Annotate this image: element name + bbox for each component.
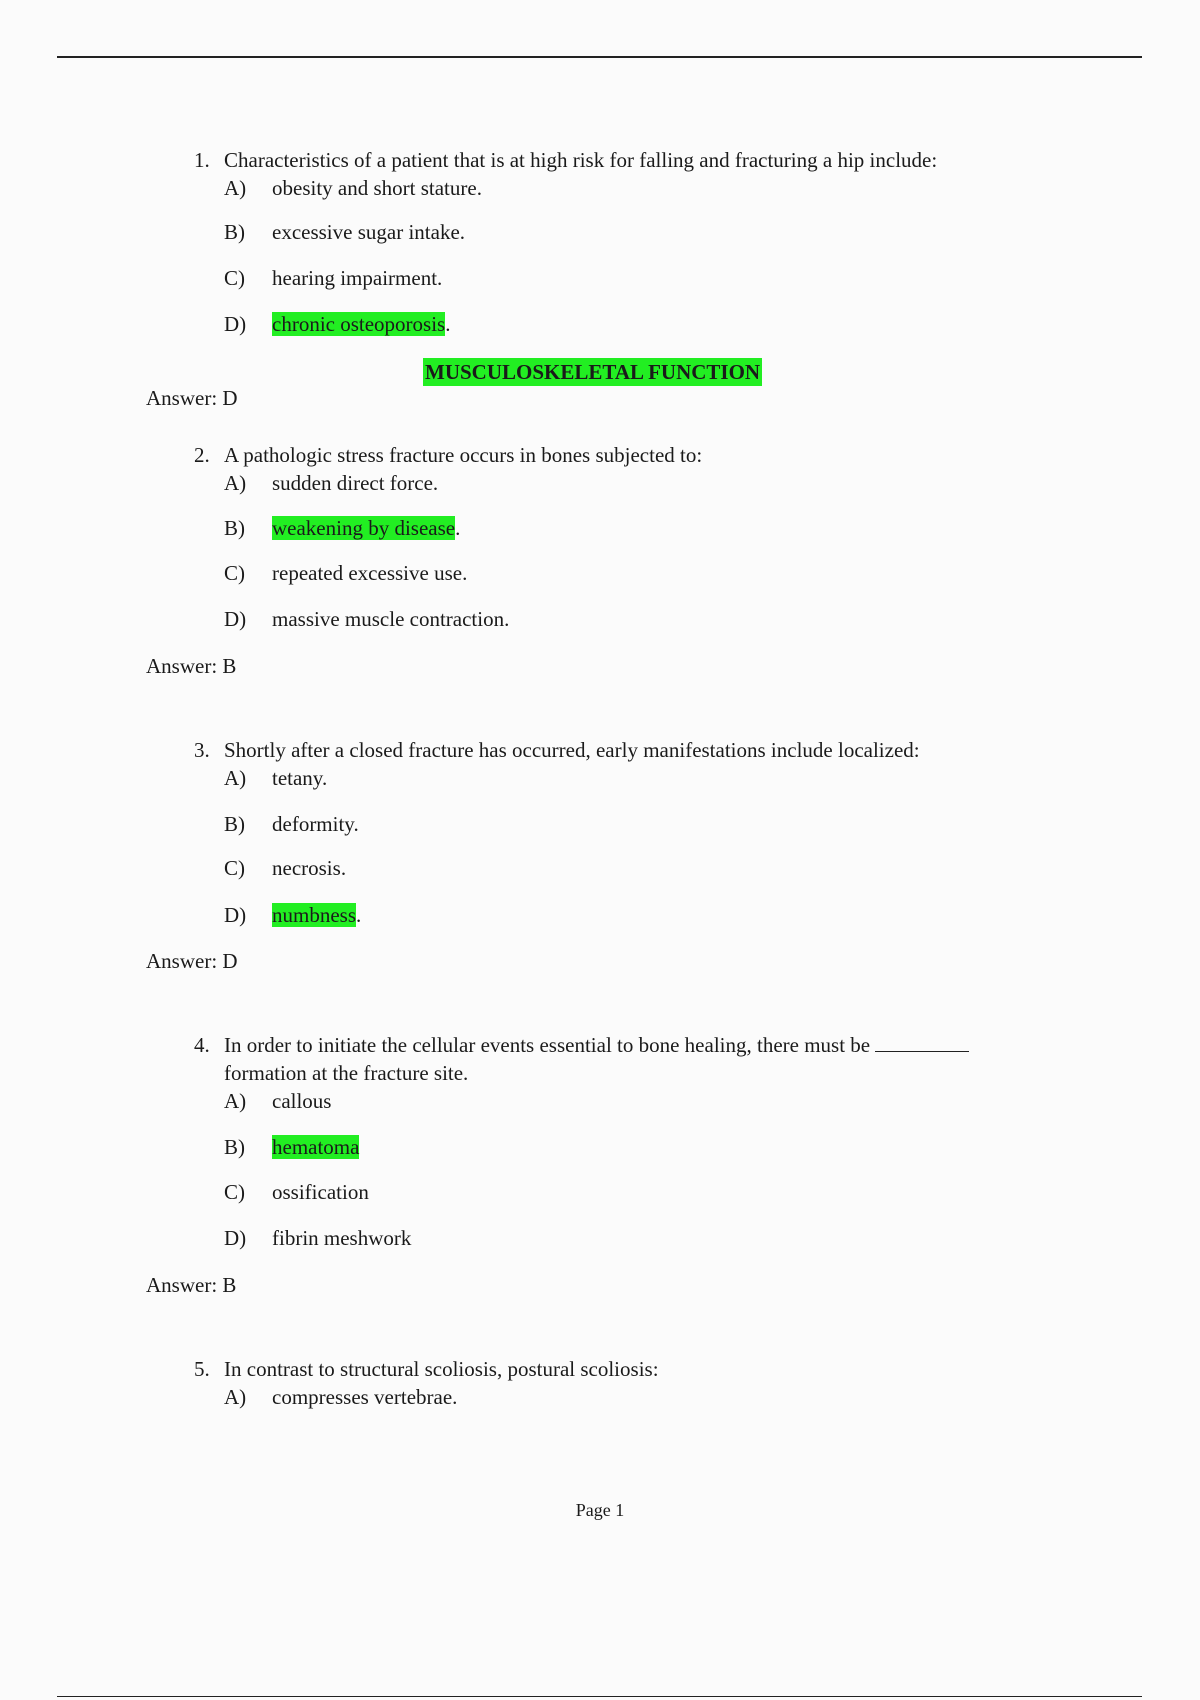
option-letter: C) xyxy=(224,1180,245,1204)
option-letter: B) xyxy=(224,516,245,540)
option-letter: A) xyxy=(224,176,247,200)
section-heading: MUSCULOSKELETAL FUNCTION xyxy=(425,360,761,384)
option-letter: D) xyxy=(224,903,247,927)
answer-1: Answer: D xyxy=(146,386,238,410)
option-letter: A) xyxy=(224,1385,247,1409)
option-text: repeated excessive use. xyxy=(272,561,468,585)
option-text: compresses vertebrae. xyxy=(272,1385,458,1409)
option-text: ossification xyxy=(272,1180,369,1204)
option-letter: A) xyxy=(224,1089,247,1113)
option-text: sudden direct force. xyxy=(272,471,439,495)
option-text: obesity and short stature. xyxy=(272,176,482,200)
option-text: tetany. xyxy=(272,766,328,790)
option-text xyxy=(272,310,450,338)
highlighted-answer: hematoma xyxy=(272,1135,360,1159)
page-number: Page 1 xyxy=(575,1500,625,1520)
question-stem: In order to initiate the cellular events essential to bone healing, there must be xyxy=(224,1033,871,1057)
option-letter: B) xyxy=(224,1135,245,1159)
answer-4: Answer: B xyxy=(146,1273,237,1297)
question-stem: In contrast to structural scoliosis, postural scoliosis: xyxy=(224,1357,659,1381)
highlighted-answer: numbness xyxy=(272,903,356,927)
highlighted-answer: chronic osteoporosis xyxy=(272,312,446,336)
question-stem: Shortly after a closed fracture has occurred, early manifestations include localized: xyxy=(224,738,920,762)
option-text xyxy=(272,1133,359,1161)
option-text xyxy=(272,901,361,929)
question-number: 4. xyxy=(194,1033,210,1057)
option-text xyxy=(272,514,460,542)
bottom-rule xyxy=(57,1696,1142,1697)
top-rule xyxy=(57,56,1142,58)
option-text: necrosis. xyxy=(272,856,347,880)
question-stem: Characteristics of a patient that is at high risk for falling and fracturing a hip include: xyxy=(224,148,938,172)
option-text: excessive sugar intake. xyxy=(272,220,466,244)
option-suffix: . xyxy=(455,516,461,540)
option-text: deformity. xyxy=(272,812,359,836)
option-letter: B) xyxy=(224,812,245,836)
option-letter: C) xyxy=(224,561,245,585)
option-letter: A) xyxy=(224,766,247,790)
question-stem: A pathologic stress fracture occurs in bones subjected to: xyxy=(224,443,703,467)
option-text: massive muscle contraction. xyxy=(272,607,510,631)
highlighted-answer: weakening by disease xyxy=(272,516,456,540)
option-letter: D) xyxy=(224,607,247,631)
option-letter: A) xyxy=(224,471,247,495)
answer-3: Answer: D xyxy=(146,949,238,973)
option-text: callous xyxy=(272,1089,332,1113)
option-text: hearing impairment. xyxy=(272,266,443,290)
option-letter: B) xyxy=(224,220,245,244)
option-letter: D) xyxy=(224,312,247,336)
option-letter: D) xyxy=(224,1226,247,1250)
question-number: 2. xyxy=(194,443,210,467)
question-stem-continued: formation at the fracture site. xyxy=(224,1061,469,1085)
fill-in-blank xyxy=(875,1033,969,1052)
question-number: 3. xyxy=(194,738,210,762)
option-suffix: . xyxy=(356,903,362,927)
question-number: 1. xyxy=(194,148,210,172)
option-letter: C) xyxy=(224,856,245,880)
question-number: 5. xyxy=(194,1357,210,1381)
option-suffix: . xyxy=(445,312,451,336)
option-text: fibrin meshwork xyxy=(272,1226,412,1250)
answer-2: Answer: B xyxy=(146,654,237,678)
option-letter: C) xyxy=(224,266,245,290)
